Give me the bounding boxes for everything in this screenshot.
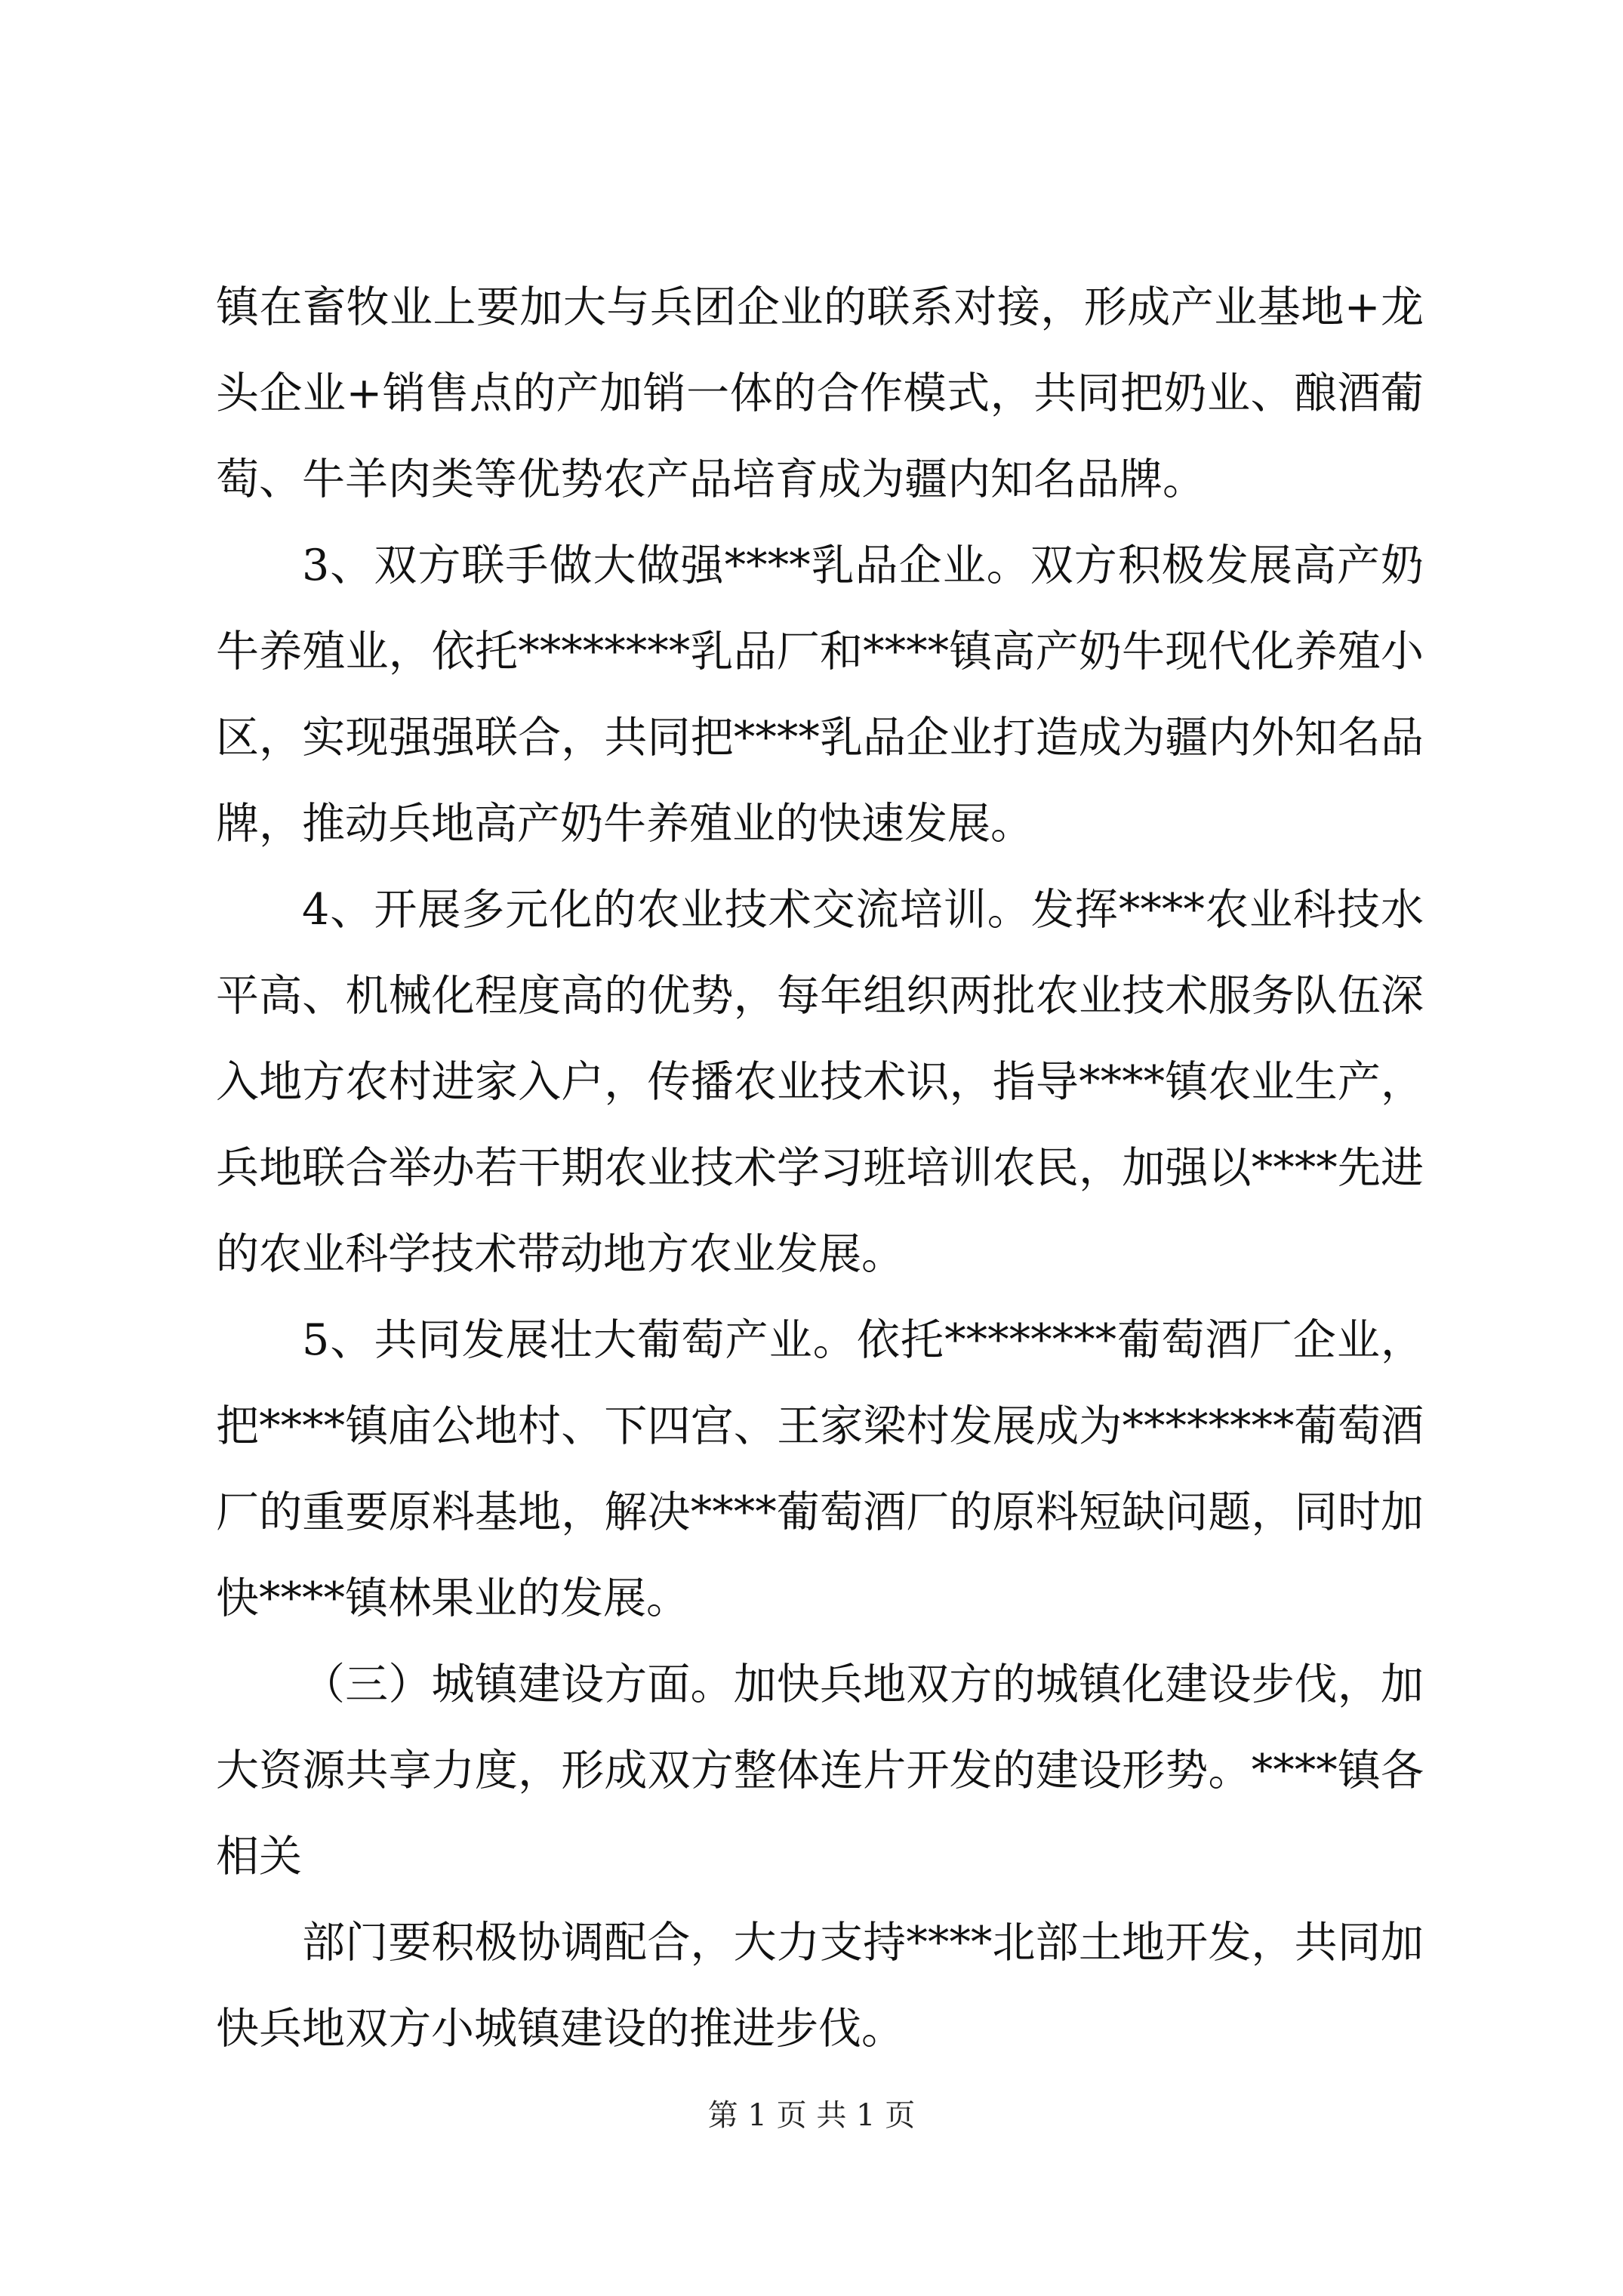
paragraph-livestock-continuation: 镇在畜牧业上要加大与兵团企业的联系对接，形成产业基地+龙头企业+销售点的产加销一体的合作模式，共同把奶业、酿酒葡萄、牛羊肉类等优势农产品培育成为疆内知名品牌。	[216, 282, 1424, 504]
paragraph-urban-construction: （三）城镇建设方面。加快兵地双方的城镇化建设步伐，加大资源共享力度，形成双方整体连片开发的建设形势。****镇各相关	[216, 1660, 1424, 1881]
paragraph-agri-training: 4、开展多元化的农业技术交流培训。发挥****农业科技水平高、机械化程度高的优势，每年组织两批农业技术服务队伍深入地方农村进家入户，传播农业技术识，指导****镇农业生产，兵地联合举办若干期农业技术学习班培训农民，加强以****先进的农业科学技术带动地方农业发展。	[216, 885, 1424, 1279]
paragraph-dairy-enterprise: 3、双方联手做大做强****乳品企业。双方积极发展高产奶牛养殖业，依托********乳品厂和****镇高产奶牛现代化养殖小区，实现强强联合，共同把****乳品企业打造成为疆内外知名品牌，推动兵地高产奶牛养殖业的快速发展。	[216, 541, 1424, 849]
paragraph-grape-industry: 5、共同发展壮大葡萄产业。依托********葡萄酒厂企业，把****镇庙公地村、下四宫、王家梁村发展成为********葡萄酒厂的重要原料基地，解决****葡萄酒厂的原料短缺问题，同时加快****镇林果业的发展。	[216, 1315, 1424, 1623]
document-body	[216, 264, 1424, 2072]
page-footer: 第 1 页 共 1 页	[707, 2098, 916, 2133]
paragraph-department-coordination: 部门要积极协调配合，大力支持****北部土地开发，共同加快兵地双方小城镇建设的推进步伐。	[216, 1918, 1424, 2054]
